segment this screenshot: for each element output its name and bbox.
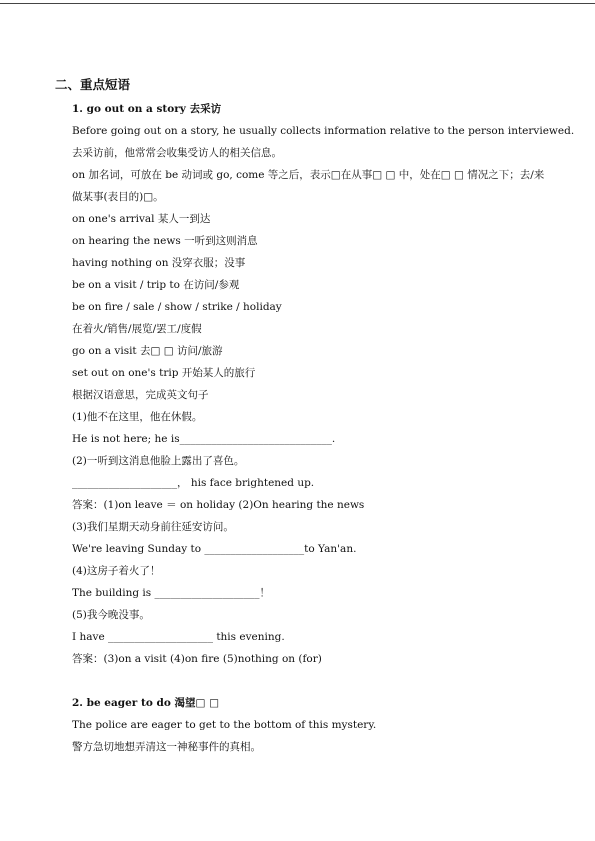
text-line: on one's arrival 某人一到达	[72, 213, 211, 225]
text-line: go on a visit 去□ □ 访问/旅游	[72, 345, 223, 357]
text-line: 警方急切地想弄清这一神秘事件的真相。	[72, 741, 261, 753]
text-line: on hearing the news 一听到这则消息	[72, 235, 258, 247]
phrase-heading: 1. go out on a story 去采访	[72, 103, 222, 115]
text-line: having nothing on 没穿衣服；没事	[72, 257, 246, 269]
text-line: The police are eager to get to the bottom of this mystery.	[72, 719, 377, 731]
section-heading: 二、重点短语	[55, 77, 131, 92]
text-line: Before going out on a story, he usually collects information relative to the person interviewed.	[72, 125, 575, 137]
text-line: He is not here; he is_____________________________.	[72, 433, 336, 445]
phrase-heading: 2. be eager to do 渴望□ □	[72, 697, 219, 709]
paragraph-gap	[72, 670, 547, 692]
text-line: on 加名词，可放在 be 动词或 go, come 等之后，表示□在从事□ □ 中，处在□ □ 情况之下；去/来做某事(表目的)□。	[72, 169, 545, 203]
text-line: 答案：(3)on a visit (4)on fire (5)nothing on (for)	[72, 653, 322, 665]
text-line: 在着火/销售/展览/罢工/度假	[72, 323, 202, 335]
text-line: (1)他不在这里，他在休假。	[72, 411, 203, 423]
text-line: ____________________， his face brightened up.	[72, 477, 315, 489]
text-line: 根据汉语意思，完成英文句子	[72, 389, 209, 401]
section-content	[72, 98, 575, 758]
text-line: (4)这房子着火了！	[72, 565, 161, 577]
text-line: The building is ____________________！	[72, 587, 271, 599]
text-line: (3)我们星期天动身前往延安访问。	[72, 521, 234, 533]
text-line: (2)一听到这消息他脸上露出了喜色。	[72, 455, 245, 467]
text-line: be on fire / sale / show / strike / holiday	[72, 301, 282, 313]
text-line: We're leaving Sunday to ___________________to Yan'an.	[72, 543, 357, 555]
text-line: (5)我今晚没事。	[72, 609, 150, 621]
text-line: set out on one's trip 开始某人的旅行	[72, 367, 256, 379]
text-line: 去采访前，他常常会收集受访人的相关信息。	[72, 147, 282, 159]
text-line: be on a visit / trip to 在访问/参观	[72, 279, 240, 291]
top-rule	[0, 3, 595, 4]
text-line: I have ____________________ this evening.	[72, 631, 285, 643]
text-line: 答案：(1)on leave ＝ on holiday (2)On hearing the news	[72, 499, 365, 511]
